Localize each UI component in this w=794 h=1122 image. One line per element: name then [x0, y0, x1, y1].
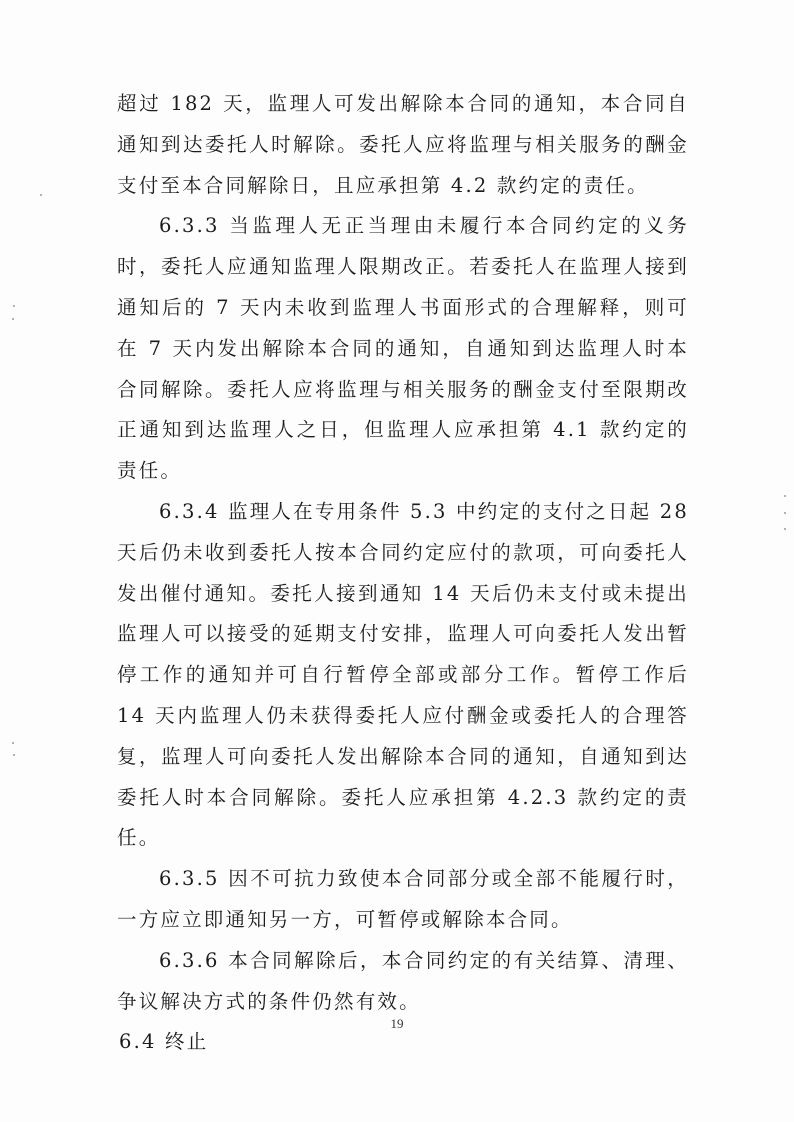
scan-speck: [12, 742, 14, 744]
scan-speck: [784, 512, 786, 514]
scan-speck: [13, 754, 15, 756]
page-number: 19: [390, 1016, 404, 1031]
paragraph-6-3-6: 6.3.6 本合同解除后，本合同约定的有关结算、清理、争议解决方式的条件仍然有效。: [117, 948, 689, 1013]
paragraph-6-3-2-continued: 超过 182 天，监理人可发出解除本合同的通知，本合同自通知到达委托人时解除。委托人应将监理与相关服务的酬金支付至本合同解除日，且应承担第 4.2 款约定的责任。: [117, 92, 689, 197]
scan-speck: [784, 495, 786, 497]
paragraph-6-3-4: 6.3.4 监理人在专用条件 5.3 中约定的支付之日起 28 天后仍未收到委托人按本合同约定应付的款项，可向委托人发出催付通知。委托人接到通知 14 天后仍未支付或未提出监理人可以接受的延期支付安排，监理人可向委托人发出暂停工作的通知并可自行暂停全部或部分工作。暂停工作后 14 天内监理人仍未获得委托人应付酬金或委托人的合理答复，监理人可向委托人发出解除本合同的通知，自通知到达委托人时本合同解除。委托人应承担第 4.2.3 款约定的责任。: [117, 499, 689, 850]
section-heading-6-4: 6.4 终止: [119, 1030, 209, 1054]
paragraph-6-3-5: 6.3.5 因不可抗力致使本合同部分或全部不能履行时，一方应立即通知另一方，可暂停或解除本合同。: [117, 867, 689, 931]
scan-speck: [784, 528, 786, 530]
scan-speck: [40, 194, 42, 196]
scan-speck: [13, 305, 15, 307]
body-text: [117, 84, 689, 1063]
paragraph-6-3-3: 6.3.3 当监理人无正当理由未履行本合同约定的义务时，委托人应通知监理人限期改正。若委托人在监理人接到通知后的 7 天内未收到监理人书面形式的合理解释，则可在 7 天内发出解除本合同的通知，自通知到达监理人时本合同解除。委托人应将监理与相关服务的酬金支付至限期改正通知到达监理人之日，但监理人应承担第 4.1 款约定的责任。: [117, 214, 689, 483]
scan-speck: [12, 318, 14, 320]
